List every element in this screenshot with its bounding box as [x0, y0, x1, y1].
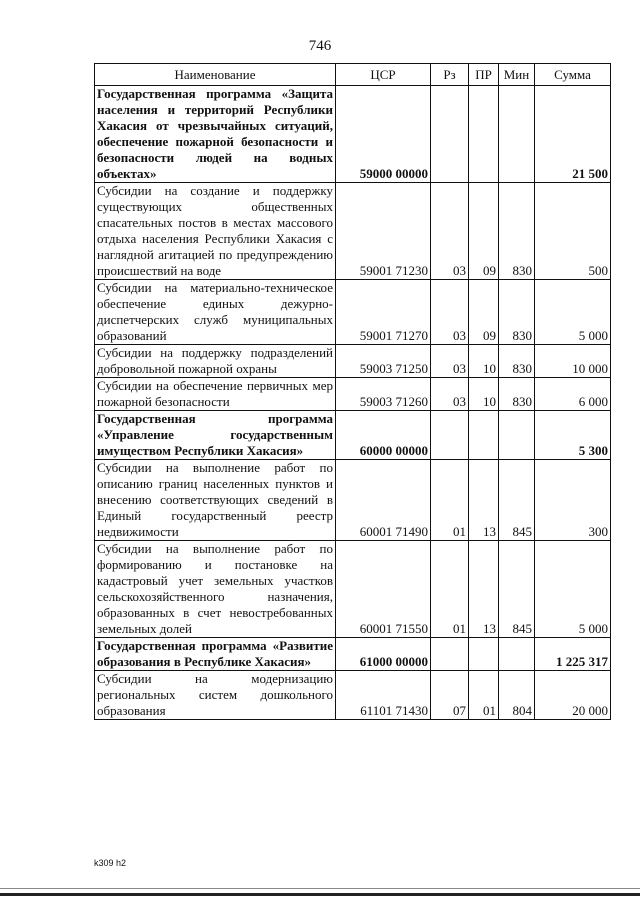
table-header-row: [95, 64, 611, 86]
row-rz: [431, 86, 469, 183]
row-sum: 5 000: [535, 280, 611, 345]
row-csr: 60000 00000: [336, 411, 431, 460]
row-csr: 61101 71430: [336, 671, 431, 720]
row-csr: 60001 71490: [336, 460, 431, 541]
row-name: Субсидии на выполнение работ по формированию и постановке на кадастровый учет земельных участков сельскохозяйственного назначения, образованных в счет невостребованных земельных долей: [95, 541, 336, 638]
scan-edge-line: [0, 888, 640, 889]
page-number: 746: [308, 38, 332, 54]
table-row: [95, 541, 611, 638]
header-rz: Рз: [431, 64, 469, 86]
row-name: Государственная программа «Защита населения и территорий Республики Хакасия от чрезвычайных ситуаций, обеспечение пожарной безопасности и безопасности людей на водных объектах»: [95, 86, 336, 183]
table-row: [95, 460, 611, 541]
row-rz: 03: [431, 378, 469, 411]
row-min: 845: [499, 541, 535, 638]
row-pr: 09: [469, 183, 499, 280]
row-min: 830: [499, 183, 535, 280]
row-min: 830: [499, 378, 535, 411]
row-rz: 01: [431, 541, 469, 638]
row-rz: [431, 638, 469, 671]
row-pr: [469, 86, 499, 183]
row-pr: [469, 638, 499, 671]
footer-code: k309 h2: [94, 858, 127, 868]
scan-edge-bar: [0, 893, 640, 896]
row-rz: 07: [431, 671, 469, 720]
row-name: Государственная программа «Развитие образования в Республике Хакасия»: [95, 638, 336, 671]
row-csr: 61000 00000: [336, 638, 431, 671]
row-sum: 20 000: [535, 671, 611, 720]
row-sum: 10 000: [535, 345, 611, 378]
table-row: [95, 280, 611, 345]
row-csr: 59003 71260: [336, 378, 431, 411]
row-pr: 13: [469, 460, 499, 541]
row-rz: 01: [431, 460, 469, 541]
row-rz: 03: [431, 280, 469, 345]
row-min: 830: [499, 280, 535, 345]
row-csr: 59000 00000: [336, 86, 431, 183]
table-row: [95, 183, 611, 280]
table-row: [95, 638, 611, 671]
row-csr: 60001 71550: [336, 541, 431, 638]
row-rz: 03: [431, 345, 469, 378]
row-rz: 03: [431, 183, 469, 280]
row-min: 804: [499, 671, 535, 720]
row-name: Субсидии на создание и поддержку существующих общественных спасательных постов в местах массового отдыха населения Республики Хакасия с наглядной агитацией по предупреждению происшествий на воде: [95, 183, 336, 280]
row-name: Субсидии на выполнение работ по описанию границ населенных пунктов и внесению соответствующих сведений в Единый государственный реестр недвижимости: [95, 460, 336, 541]
row-sum: 500: [535, 183, 611, 280]
header-pr: ПР: [469, 64, 499, 86]
row-pr: 01: [469, 671, 499, 720]
header-min: Мин: [499, 64, 535, 86]
row-sum: 21 500: [535, 86, 611, 183]
row-min: [499, 411, 535, 460]
row-pr: [469, 411, 499, 460]
table-row: [95, 378, 611, 411]
row-min: [499, 638, 535, 671]
header-name: Наименование: [95, 64, 336, 86]
row-name: Государственная программа «Управление государственным имуществом Республики Хакасия»: [95, 411, 336, 460]
table-row: [95, 86, 611, 183]
row-csr: 59001 71230: [336, 183, 431, 280]
row-min: 830: [499, 345, 535, 378]
header-sum: Сумма: [535, 64, 611, 86]
table-row: [95, 345, 611, 378]
row-name: Субсидии на обеспечение первичных мер пожарной безопасности: [95, 378, 336, 411]
row-min: 845: [499, 460, 535, 541]
row-min: [499, 86, 535, 183]
row-pr: 10: [469, 345, 499, 378]
row-pr: 10: [469, 378, 499, 411]
table-row: [95, 671, 611, 720]
row-sum: 1 225 317: [535, 638, 611, 671]
row-sum: 5 000: [535, 541, 611, 638]
row-rz: [431, 411, 469, 460]
row-sum: 300: [535, 460, 611, 541]
budget-table: [94, 63, 611, 720]
row-csr: 59001 71270: [336, 280, 431, 345]
table-row: [95, 411, 611, 460]
row-name: Субсидии на поддержку подразделений добровольной пожарной охраны: [95, 345, 336, 378]
header-csr: ЦСР: [336, 64, 431, 86]
row-pr: 13: [469, 541, 499, 638]
row-csr: 59003 71250: [336, 345, 431, 378]
row-pr: 09: [469, 280, 499, 345]
row-sum: 5 300: [535, 411, 611, 460]
row-name: Субсидии на модернизацию региональных систем дошкольного образования: [95, 671, 336, 720]
row-name: Субсидии на материально-техническое обеспечение единых дежурно-диспетчерских служб муниципальных образований: [95, 280, 336, 345]
row-sum: 6 000: [535, 378, 611, 411]
